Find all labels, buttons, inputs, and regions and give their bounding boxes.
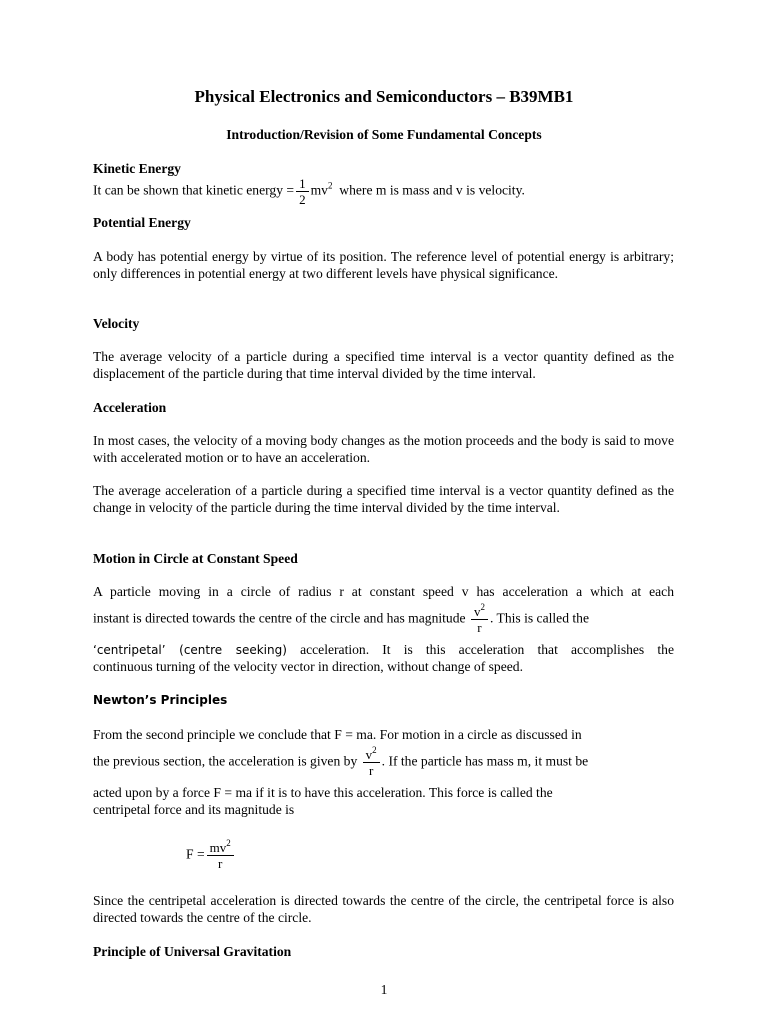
acceleration-paragraph-1: In most cases, the velocity of a moving body changes as the motion proceeds and the body is said to move with accelerated motion or to have an acceleration. — [93, 433, 674, 465]
circle-line2-after: . This is called the — [489, 610, 590, 626]
kinetic-frac-num: 1 — [299, 176, 306, 191]
page-number: 1 — [380, 982, 388, 997]
newton-line1-before: From the second principle we conclude that — [93, 727, 331, 742]
circle-line2-before: instant is directed towards the centre of the circle and has magnitude — [93, 610, 466, 626]
circle-frac-num: v — [473, 604, 481, 619]
potential-energy-paragraph: A body has potential energy by virtue of its position. The reference level of potential energy is arbitrary; only differences in potential energy at two different levels have physical significance. — [93, 249, 674, 281]
newton-line2-after: . If the particle has mass m, it must be — [381, 753, 589, 769]
kinetic-text-before: It can be shown that kinetic energy — [93, 182, 284, 198]
equation-den: r — [207, 855, 234, 871]
kinetic-fraction — [296, 176, 309, 207]
circle-fraction — [471, 604, 488, 635]
kinetic-exp: 2 — [327, 180, 333, 191]
newton-formula-1: F = ma — [334, 727, 373, 742]
heading-newtons-principles: Newton’s Principles — [93, 693, 228, 707]
kinetic-energy-line — [93, 176, 674, 207]
page-subtitle: Introduction/Revision of Some Fundamental Concepts — [226, 127, 542, 142]
newton-frac-den: r — [363, 762, 380, 778]
heading-universal-gravitation: Principle of Universal Gravitation — [93, 944, 292, 959]
newton-line2-before: the previous section, the acceleration is given by — [93, 753, 358, 769]
circle-line-2 — [93, 604, 674, 635]
kinetic-frac-den: 2 — [296, 191, 309, 207]
centripetal-closing-paragraph: Since the centripetal acceleration is directed towards the centre of the circle, the centripetal force is also directed towards the centre of the circle. — [93, 893, 674, 925]
newton-line1-after: . For motion in a circle as discussed in — [372, 727, 582, 742]
newton-frac-num: v — [365, 747, 373, 762]
equation-num: mv — [209, 840, 227, 855]
circle-frac-exp: 2 — [480, 602, 485, 612]
circle-line-3 — [93, 641, 674, 659]
heading-motion-in-circle: Motion in Circle at Constant Speed — [93, 551, 298, 566]
equation-lhs: F = — [186, 846, 205, 862]
newton-line-2 — [93, 747, 674, 778]
circle-centripetal-quote: ‘centripetal’ (centre seeking) — [93, 643, 287, 657]
heading-velocity: Velocity — [93, 316, 140, 331]
heading-kinetic-energy: Kinetic Energy — [93, 161, 181, 176]
acceleration-paragraph-2: The average acceleration of a particle during a specified time interval is a vector quantity defined as the change in velocity of the particle during the time interval divided by the time interval. — [93, 483, 674, 515]
centripetal-force-equation — [186, 840, 236, 871]
velocity-paragraph: The average velocity of a particle during a specified time interval is a vector quantity defined as the displacement of the particle during that time interval divided by the time interval. — [93, 349, 674, 381]
equation-fraction — [207, 840, 234, 871]
newton-line3-after: if it is to have this acceleration. This force is called the — [255, 785, 553, 800]
kinetic-eq-sign: = — [286, 182, 295, 198]
newton-line3-before: acted upon by a force — [93, 785, 211, 800]
circle-line-1: A particle moving in a circle of radius r at constant speed v has acceleration a which at each — [93, 584, 674, 599]
heading-acceleration: Acceleration — [93, 400, 167, 415]
heading-potential-energy: Potential Energy — [93, 215, 191, 230]
circle-line3-rest: acceleration. It is this acceleration that accomplishes the — [300, 642, 674, 657]
kinetic-text-after: where m is mass and v is velocity. — [339, 182, 525, 198]
newton-fraction — [363, 747, 380, 778]
equation-exp: 2 — [226, 838, 231, 848]
newton-line-4: centripetal force and its magnitude is — [93, 802, 295, 817]
circle-line-4: continuous turning of the velocity vector in direction, without change of speed. — [93, 659, 523, 674]
newton-line-1 — [93, 726, 674, 744]
newton-formula-2: F = ma — [213, 785, 253, 800]
kinetic-mv: mv — [310, 182, 328, 198]
newton-frac-exp: 2 — [372, 745, 377, 755]
newton-line-3 — [93, 784, 674, 802]
page-title: Physical Electronics and Semiconductors – B39MB1 — [194, 87, 574, 106]
circle-frac-den: r — [471, 619, 488, 635]
